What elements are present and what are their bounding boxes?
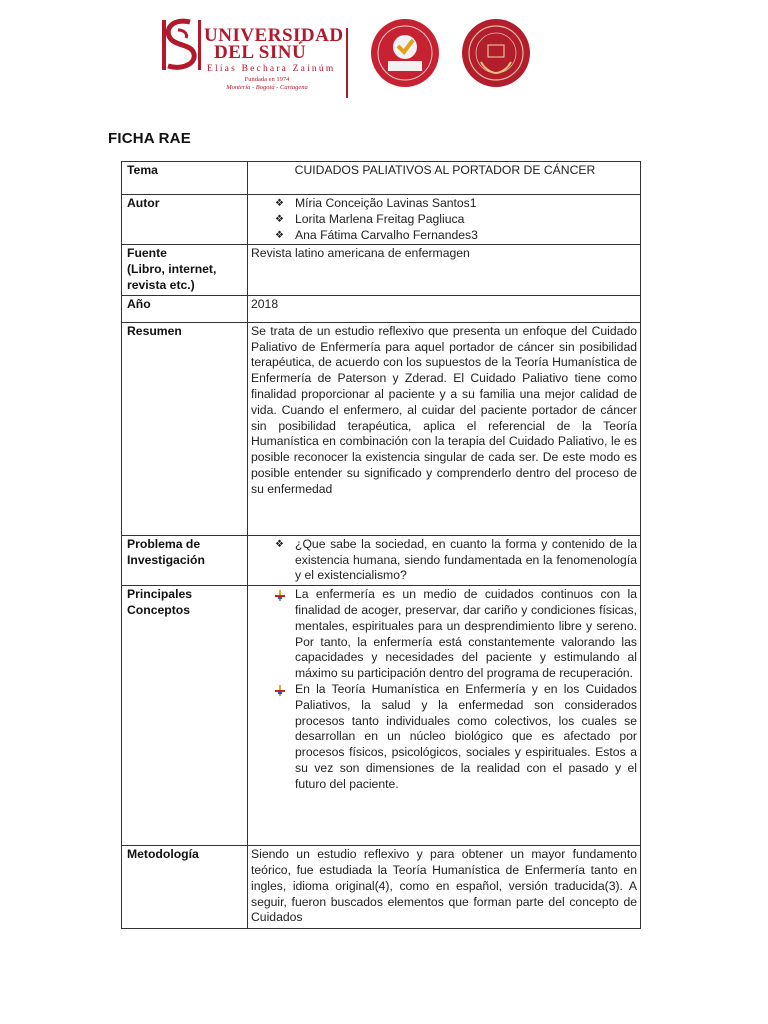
author-list	[253, 196, 637, 243]
concepto-text: La enfermería es un medio de cuidados continuos con la finalidad de acoger, preservar, dar cariño y condiciones físicas, mentales, espirituales para un desprendimiento libre y sereno. Por tanto, la enfermería está constantemente valorando las capacidades y necesidades del paciente y estimulando al máximo su participación dentro del programa de recuperación.	[295, 587, 637, 681]
page-header	[0, 0, 768, 110]
list-item: ❖ Míria Conceição Lavinas Santos1	[295, 196, 637, 212]
problema-value	[248, 535, 641, 585]
cities-text: Montería - Bogotá - Cartagena	[226, 84, 308, 91]
row-label: Año	[122, 295, 248, 322]
university-logo-icon	[160, 16, 206, 74]
table-row-fuente	[122, 245, 641, 295]
list-item: ❖ Lorita Marlena Freitag Pagliuca	[295, 212, 637, 228]
university-subtitle: Elías Bechara Zainúm	[207, 64, 336, 74]
pushpin-bullet-icon	[275, 685, 285, 696]
conceptos-value	[248, 586, 641, 846]
resumen-value: Se trata de un estudio reflexivo que presenta un enfoque del Cuidado Paliativo de Enfermería para aquel portador de cáncer sin posibilidad terapéutica, de acuerdo con los supuestos de la Teoría Humanística de Enfermería de Paterson y Zderad. El Cuidado Paliativo tiene como finalidad proporcionar al paciente y a su familia una mejor calidad de vida. Cuando el enfermero, al cuidar del paciente portador de cáncer sin posibilidad terapéutica, aplica el referencial de la Teoría Humanística en combinación con la terapia del Cuidado Paliativo, le es posible reconocer la existencia singular de cada ser. De este modo es posible entender su significado y comprenderlo dentro del proceso de su enfermedad	[248, 322, 641, 535]
list-item	[295, 587, 637, 682]
row-label: Tema	[122, 162, 248, 195]
row-label	[122, 586, 248, 846]
university-name	[204, 27, 344, 61]
table-row-autor	[122, 195, 641, 245]
fuente-value: Revista latino americana de enfermagen	[248, 245, 641, 295]
row-label: Autor	[122, 195, 248, 245]
label-line: Principales	[127, 587, 193, 602]
rae-table	[121, 161, 641, 929]
table-row-problema	[122, 535, 641, 585]
concepto-text: En la Teoría Humanística en Enfermería y en los Cuidados Paliativos, la salud y la enfermedad son considerados procesos tanto individuales como colectivos, los cuales se desarrollan en un núcleo biológico que es afectado por procesos físicos, psicológicos, sociales y espirituales. Estos a su vez son dimensiones de la realidad con el pasado y el futuro del paciente.	[295, 681, 637, 791]
pushpin-bullet-icon	[275, 590, 285, 601]
table-row-conceptos	[122, 586, 641, 846]
autor-value	[248, 195, 641, 245]
conceptos-list	[253, 587, 637, 792]
founded-text: Fundada en 1974	[244, 76, 290, 83]
label-line: revista etc.)	[127, 277, 195, 292]
list-item	[295, 682, 637, 793]
page-title: FICHA RAE	[108, 130, 191, 147]
row-label: Resumen	[122, 322, 248, 535]
row-label	[122, 535, 248, 585]
list-item: ❖ ¿Que sabe la sociedad, en cuanto la forma y contenido de la existencia humana, siendo fundamentada en la fenomenología y el existencialismo?	[295, 537, 637, 584]
university-founded	[207, 76, 327, 92]
university-name-line2: DEL SINÚ	[214, 42, 307, 63]
label-line: Fuente	[127, 246, 167, 261]
anniversary-seal-icon	[461, 18, 531, 88]
tema-value: CUIDADOS PALIATIVOS AL PORTADOR DE CÁNCER	[248, 162, 641, 195]
table-row-resumen	[122, 322, 641, 535]
label-line: Investigación	[127, 552, 205, 567]
list-item: ❖ Ana Fátima Carvalho Fernandes3	[295, 228, 637, 244]
anio-value: 2018	[248, 295, 641, 322]
label-line: Conceptos	[127, 602, 190, 617]
label-line: Problema de	[127, 536, 201, 551]
table-row-anio	[122, 295, 641, 322]
table-row-tema	[122, 162, 641, 195]
problema-list	[253, 537, 637, 584]
metodologia-value: Siendo un estudio reflexivo y para obtener un mayor fundamento teórico, fue estudiada la Teoría Humanística de Enfermería tanto en ingles, idioma original(4), como en español, versión traducida(3). A seguir, fueron buscados elementos que forman parte del concepto de Cuidados	[248, 846, 641, 929]
label-line: (Libro, internet,	[127, 262, 217, 277]
row-label	[122, 245, 248, 295]
row-label: Metodología	[122, 846, 248, 929]
university-name-line1: UNIVERSIDAD	[204, 25, 344, 46]
accreditation-seal-icon	[370, 18, 440, 88]
table-row-metodologia	[122, 846, 641, 929]
header-divider	[346, 28, 348, 98]
